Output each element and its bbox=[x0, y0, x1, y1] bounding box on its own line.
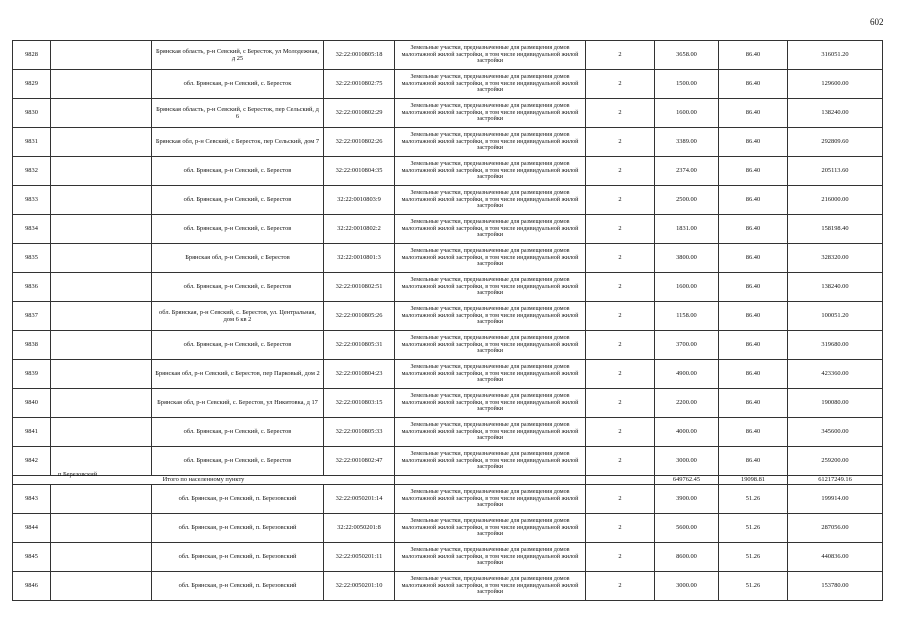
count-cell: 2 bbox=[586, 543, 655, 572]
count-cell: 2 bbox=[586, 485, 655, 514]
land-purpose-cell: Земельные участки, предназначенные для размещения домов малоэтажной жилой застройки, в том числе индивидуальной жилой застройки bbox=[395, 99, 586, 128]
area-cell: 1600.00 bbox=[655, 273, 719, 302]
row-number: 9837 bbox=[13, 302, 51, 331]
cadastral-cell: 32:22:0010805:26 bbox=[324, 302, 395, 331]
rate-cell: 86.40 bbox=[719, 273, 788, 302]
settlement-group-label: п Березовский bbox=[58, 471, 98, 478]
rate-cell: 86.40 bbox=[719, 70, 788, 99]
row-number: 9828 bbox=[13, 41, 51, 70]
blank-cell bbox=[51, 572, 152, 601]
table-row bbox=[13, 418, 883, 447]
count-cell: 2 bbox=[586, 389, 655, 418]
value-cell: 287056.00 bbox=[788, 514, 883, 543]
land-purpose-cell: Земельные участки, предназначенные для размещения домов малоэтажной жилой застройки, в том числе индивидуальной жилой застройки bbox=[395, 70, 586, 99]
area-cell: 3658.00 bbox=[655, 41, 719, 70]
total-value: 61217249.16 bbox=[788, 476, 883, 485]
table-row bbox=[13, 186, 883, 215]
count-cell: 2 bbox=[586, 418, 655, 447]
rate-cell: 51.26 bbox=[719, 572, 788, 601]
rate-cell: 86.40 bbox=[719, 186, 788, 215]
address-cell: Брянская обл, р-н Севский, с Берестов bbox=[152, 244, 324, 273]
value-cell: 216000.00 bbox=[788, 186, 883, 215]
row-number: 9843 bbox=[13, 485, 51, 514]
land-purpose-cell: Земельные участки, предназначенные для размещения домов малоэтажной жилой застройки, в том числе индивидуальной жилой застройки bbox=[395, 418, 586, 447]
cadastral-cell: 32:22:0010802:29 bbox=[324, 99, 395, 128]
total-area: 649762.45 bbox=[655, 476, 719, 485]
value-cell: 345600.00 bbox=[788, 418, 883, 447]
count-cell: 2 bbox=[586, 514, 655, 543]
value-cell: 423360.00 bbox=[788, 360, 883, 389]
table-row bbox=[13, 543, 883, 572]
row-number: 9839 bbox=[13, 360, 51, 389]
rate-cell: 86.40 bbox=[719, 389, 788, 418]
land-purpose-cell: Земельные участки, предназначенные для размещения домов малоэтажной жилой застройки, в том числе индивидуальной жилой застройки bbox=[395, 447, 586, 476]
rate-cell: 51.26 bbox=[719, 485, 788, 514]
row-number: 9844 bbox=[13, 514, 51, 543]
land-purpose-cell: Земельные участки, предназначенные для размещения домов малоэтажной жилой застройки, в том числе индивидуальной жилой застройки bbox=[395, 360, 586, 389]
land-purpose-cell: Земельные участки, предназначенные для размещения домов малоэтажной жилой застройки, в том числе индивидуальной жилой застройки bbox=[395, 157, 586, 186]
cadastral-cell: 32:22:0010804:35 bbox=[324, 157, 395, 186]
row-number: 9829 bbox=[13, 70, 51, 99]
row-number: 9830 bbox=[13, 99, 51, 128]
address-cell: обл. Брянская, р-н Севский, с. Берестов bbox=[152, 418, 324, 447]
value-cell: 319680.00 bbox=[788, 331, 883, 360]
table-row bbox=[13, 447, 883, 476]
blank-cell bbox=[51, 157, 152, 186]
address-cell: обл. Брянская, р-н Севский, с. Берестов bbox=[152, 331, 324, 360]
table-row bbox=[13, 389, 883, 418]
registry-total bbox=[13, 476, 883, 485]
value-cell: 328320.00 bbox=[788, 244, 883, 273]
land-purpose-cell: Земельные участки, предназначенные для размещения домов малоэтажной жилой застройки, в том числе индивидуальной жилой застройки bbox=[395, 485, 586, 514]
address-cell: обл. Брянская, р-н Севский, п. Березовский bbox=[152, 485, 324, 514]
address-cell: обл. Брянская, р-н Севский, п. Березовский bbox=[152, 572, 324, 601]
address-cell: Брянская область, р-н Севский, с Бересток, ул Молодежная, д 25 bbox=[152, 41, 324, 70]
land-purpose-cell: Земельные участки, предназначенные для размещения домов малоэтажной жилой застройки, в том числе индивидуальной жилой застройки bbox=[395, 302, 586, 331]
cadastral-cell: 32:22:0050201:14 bbox=[324, 485, 395, 514]
address-cell: обл. Брянская, р-н Севский, с. Берестов, ул. Центральная, дом 6 кв 2 bbox=[152, 302, 324, 331]
total-row bbox=[13, 476, 883, 485]
count-cell: 2 bbox=[586, 215, 655, 244]
area-cell: 3000.00 bbox=[655, 447, 719, 476]
rate-cell: 86.40 bbox=[719, 302, 788, 331]
cadastral-cell: 32:22:0050201:11 bbox=[324, 543, 395, 572]
cadastral-cell: 32:22:0010801:3 bbox=[324, 244, 395, 273]
blank-cell bbox=[51, 389, 152, 418]
land-purpose-cell: Земельные участки, предназначенные для размещения домов малоэтажной жилой застройки, в том числе индивидуальной жилой застройки bbox=[395, 244, 586, 273]
address-cell: обл. Брянская, р-н Севский, с. Берестов bbox=[152, 273, 324, 302]
rate-cell: 86.40 bbox=[719, 360, 788, 389]
area-cell: 8600.00 bbox=[655, 543, 719, 572]
total-label: Итого по населенному пункту bbox=[13, 476, 395, 485]
table-row bbox=[13, 70, 883, 99]
area-cell: 3000.00 bbox=[655, 572, 719, 601]
blank-cell bbox=[51, 418, 152, 447]
table-row bbox=[13, 572, 883, 601]
rate-cell: 86.40 bbox=[719, 244, 788, 273]
cadastral-cell: 32:22:0010802:2 bbox=[324, 215, 395, 244]
address-cell: обл. Брянская, р-н Севский, с. Берестов bbox=[152, 186, 324, 215]
blank-cell bbox=[51, 70, 152, 99]
row-number: 9834 bbox=[13, 215, 51, 244]
area-cell: 2200.00 bbox=[655, 389, 719, 418]
address-cell: обл. Брянская, р-н Севский, с. Берестов bbox=[152, 157, 324, 186]
blank-cell bbox=[51, 244, 152, 273]
area-cell: 4000.00 bbox=[655, 418, 719, 447]
blank-cell bbox=[51, 331, 152, 360]
cadastral-cell: 32:22:0010802:26 bbox=[324, 128, 395, 157]
total-rate: 19098.81 bbox=[719, 476, 788, 485]
rate-cell: 86.40 bbox=[719, 331, 788, 360]
cadastral-cell: 32:22:0050201:10 bbox=[324, 572, 395, 601]
land-registry-table bbox=[12, 40, 883, 601]
table-row bbox=[13, 244, 883, 273]
table-row bbox=[13, 485, 883, 514]
blank-cell bbox=[51, 485, 152, 514]
blank-cell bbox=[51, 543, 152, 572]
blank-cell bbox=[51, 41, 152, 70]
address-cell: обл. Брянская, р-н Севский, с. Берестов bbox=[152, 447, 324, 476]
total-empty-cell bbox=[395, 476, 586, 485]
address-cell: Брянская область, р-н Севский, с Бересток, пер Сельский, д 6 bbox=[152, 99, 324, 128]
land-purpose-cell: Земельные участки, предназначенные для размещения домов малоэтажной жилой застройки, в том числе индивидуальной жилой застройки bbox=[395, 128, 586, 157]
area-cell: 1158.00 bbox=[655, 302, 719, 331]
blank-cell bbox=[51, 360, 152, 389]
value-cell: 138240.00 bbox=[788, 273, 883, 302]
area-cell: 4900.00 bbox=[655, 360, 719, 389]
rate-cell: 86.40 bbox=[719, 128, 788, 157]
count-cell: 2 bbox=[586, 41, 655, 70]
cadastral-cell: 32:22:0010802:47 bbox=[324, 447, 395, 476]
area-cell: 1831.00 bbox=[655, 215, 719, 244]
count-cell: 2 bbox=[586, 186, 655, 215]
count-cell: 2 bbox=[586, 302, 655, 331]
value-cell: 316051.20 bbox=[788, 41, 883, 70]
land-purpose-cell: Земельные участки, предназначенные для размещения домов малоэтажной жилой застройки, в том числе индивидуальной жилой застройки bbox=[395, 572, 586, 601]
cadastral-cell: 32:22:0010803:15 bbox=[324, 389, 395, 418]
address-cell: обл. Брянская, р-н Севский, с. Берестов bbox=[152, 215, 324, 244]
land-purpose-cell: Земельные участки, предназначенные для размещения домов малоэтажной жилой застройки, в том числе индивидуальной жилой застройки bbox=[395, 186, 586, 215]
rate-cell: 51.26 bbox=[719, 514, 788, 543]
rate-cell: 51.26 bbox=[719, 543, 788, 572]
row-number: 9833 bbox=[13, 186, 51, 215]
value-cell: 440836.00 bbox=[788, 543, 883, 572]
row-number: 9838 bbox=[13, 331, 51, 360]
value-cell: 129600.00 bbox=[788, 70, 883, 99]
row-number: 9846 bbox=[13, 572, 51, 601]
count-cell: 2 bbox=[586, 128, 655, 157]
row-number: 9835 bbox=[13, 244, 51, 273]
rate-cell: 86.40 bbox=[719, 41, 788, 70]
blank-cell bbox=[51, 186, 152, 215]
count-cell: 2 bbox=[586, 572, 655, 601]
table-row bbox=[13, 514, 883, 543]
table-row bbox=[13, 215, 883, 244]
row-number: 9840 bbox=[13, 389, 51, 418]
count-cell: 2 bbox=[586, 273, 655, 302]
value-cell: 259200.00 bbox=[788, 447, 883, 476]
rate-cell: 86.40 bbox=[719, 215, 788, 244]
row-number: 9831 bbox=[13, 128, 51, 157]
count-cell: 2 bbox=[586, 70, 655, 99]
value-cell: 153780.00 bbox=[788, 572, 883, 601]
value-cell: 205113.60 bbox=[788, 157, 883, 186]
table-row bbox=[13, 331, 883, 360]
table-row bbox=[13, 302, 883, 331]
registry-body-bottom bbox=[13, 485, 883, 601]
value-cell: 292809.60 bbox=[788, 128, 883, 157]
table-row bbox=[13, 99, 883, 128]
row-number: 9842 bbox=[13, 447, 51, 476]
value-cell: 199914.00 bbox=[788, 485, 883, 514]
rate-cell: 86.40 bbox=[719, 418, 788, 447]
blank-cell bbox=[51, 302, 152, 331]
table-row bbox=[13, 273, 883, 302]
cadastral-cell: 32:22:0010805:18 bbox=[324, 41, 395, 70]
address-cell: обл. Брянская, р-н Севский, п. Березовский bbox=[152, 514, 324, 543]
table-row bbox=[13, 157, 883, 186]
land-purpose-cell: Земельные участки, предназначенные для размещения домов малоэтажной жилой застройки, в том числе индивидуальной жилой застройки bbox=[395, 273, 586, 302]
cadastral-cell: 32:22:0010805:33 bbox=[324, 418, 395, 447]
cadastral-cell: 32:22:0010804:23 bbox=[324, 360, 395, 389]
area-cell: 3800.00 bbox=[655, 244, 719, 273]
rate-cell: 86.40 bbox=[719, 157, 788, 186]
count-cell: 2 bbox=[586, 157, 655, 186]
address-cell: Брянская обл, р-н Севский, с. Берестов, ул Никитовка, д 17 bbox=[152, 389, 324, 418]
blank-cell bbox=[51, 99, 152, 128]
address-cell: обл. Брянская, р-н Севский, с. Бересток bbox=[152, 70, 324, 99]
blank-cell bbox=[51, 215, 152, 244]
row-number: 9845 bbox=[13, 543, 51, 572]
address-cell: Брянская обл, р-н Севский, с Берестов, пер Парковый, дом 2 bbox=[152, 360, 324, 389]
cadastral-cell: 32:22:0050201:8 bbox=[324, 514, 395, 543]
count-cell: 2 bbox=[586, 244, 655, 273]
land-purpose-cell: Земельные участки, предназначенные для размещения домов малоэтажной жилой застройки, в том числе индивидуальной жилой застройки bbox=[395, 389, 586, 418]
cadastral-cell: 32:22:0010805:31 bbox=[324, 331, 395, 360]
area-cell: 1600.00 bbox=[655, 99, 719, 128]
area-cell: 2500.00 bbox=[655, 186, 719, 215]
land-purpose-cell: Земельные участки, предназначенные для размещения домов малоэтажной жилой застройки, в том числе индивидуальной жилой застройки bbox=[395, 514, 586, 543]
blank-cell bbox=[51, 273, 152, 302]
count-cell: 2 bbox=[586, 447, 655, 476]
row-number: 9832 bbox=[13, 157, 51, 186]
area-cell: 3700.00 bbox=[655, 331, 719, 360]
registry-body-top bbox=[13, 41, 883, 476]
rate-cell: 86.40 bbox=[719, 99, 788, 128]
blank-cell bbox=[51, 128, 152, 157]
area-cell: 5600.00 bbox=[655, 514, 719, 543]
value-cell: 158198.40 bbox=[788, 215, 883, 244]
area-cell: 3900.00 bbox=[655, 485, 719, 514]
count-cell: 2 bbox=[586, 99, 655, 128]
table-row bbox=[13, 41, 883, 70]
land-purpose-cell: Земельные участки, предназначенные для размещения домов малоэтажной жилой застройки, в том числе индивидуальной жилой застройки bbox=[395, 41, 586, 70]
blank-cell bbox=[51, 514, 152, 543]
cadastral-cell: 32:22:0010802:51 bbox=[324, 273, 395, 302]
row-number: 9836 bbox=[13, 273, 51, 302]
area-cell: 3389.00 bbox=[655, 128, 719, 157]
table-row bbox=[13, 360, 883, 389]
count-cell: 2 bbox=[586, 331, 655, 360]
row-number: 9841 bbox=[13, 418, 51, 447]
land-purpose-cell: Земельные участки, предназначенные для размещения домов малоэтажной жилой застройки, в том числе индивидуальной жилой застройки bbox=[395, 215, 586, 244]
rate-cell: 86.40 bbox=[719, 447, 788, 476]
count-cell: 2 bbox=[586, 360, 655, 389]
area-cell: 2374.00 bbox=[655, 157, 719, 186]
cadastral-cell: 32:22:0010803:9 bbox=[324, 186, 395, 215]
cadastral-cell: 32:22:0010802:75 bbox=[324, 70, 395, 99]
address-cell: Брянская обл, р-н Севский, с Бересток, пер Сельский, дом 7 bbox=[152, 128, 324, 157]
value-cell: 100051.20 bbox=[788, 302, 883, 331]
total-empty-cell bbox=[586, 476, 655, 485]
value-cell: 138240.00 bbox=[788, 99, 883, 128]
land-purpose-cell: Земельные участки, предназначенные для размещения домов малоэтажной жилой застройки, в том числе индивидуальной жилой застройки bbox=[395, 331, 586, 360]
page-number: 602 bbox=[870, 17, 884, 27]
address-cell: обл. Брянская, р-н Севский, п. Березовский bbox=[152, 543, 324, 572]
table-row bbox=[13, 128, 883, 157]
land-purpose-cell: Земельные участки, предназначенные для размещения домов малоэтажной жилой застройки, в том числе индивидуальной жилой застройки bbox=[395, 543, 586, 572]
value-cell: 190080.00 bbox=[788, 389, 883, 418]
area-cell: 1500.00 bbox=[655, 70, 719, 99]
